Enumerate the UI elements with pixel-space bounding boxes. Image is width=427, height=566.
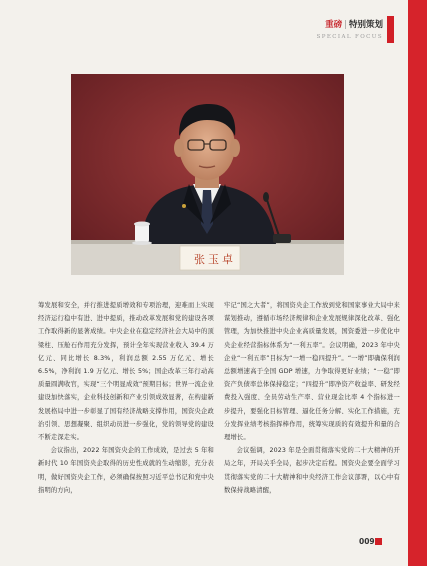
side-accent-strip <box>408 0 427 566</box>
body-paragraph: 会议指出，2022 年国资央企的工作成效，是过去 5 年和新时代 10 年国资央企取得的历史性成就的生动缩影，充分表明，做好国资央企工作，必须确保按照习近平总书记和党中央指明的方向， <box>38 447 214 494</box>
body-paragraph: 筹发展和安全，并行推进提质增效和专项治理，迎难而上实现经济运行稳中有进、进中提质，推动改革发展和党的建设各项工作取得新的显著成绩。中央企业在稳定经济社会大局中的顶梁柱、压舱石作用充分发挥，预计全年实现营业收入 39.4 万亿元、同比增长 8.3%，利润总额 2.55 万亿元、增长 6.5%，净利润 1.9 万亿元、增长 5%；国企改革三年行动高质量圆满收官，实现“三个明显成效”预期目标；世界一流企业建设加快落实，企业科技创新和产业引领成效显著，在构建新发展格局中进一步彰显了国有经济战略支撑作用，国资央企政治引领、思想凝聚、组织动员进一步强化，党的领导党的建设不断走深走实。 <box>38 302 214 442</box>
nameplate-name: 张玉卓 <box>194 253 236 266</box>
section-subtitle: SPECIAL FOCUS <box>316 33 383 40</box>
portrait-photo <box>71 74 344 275</box>
header-accent-bar <box>387 16 394 43</box>
body-column-left <box>38 299 214 497</box>
section-header-title <box>317 21 383 30</box>
section-separator: | <box>344 20 347 30</box>
portrait-illustration <box>71 74 344 275</box>
page-number-accent <box>375 538 382 545</box>
body-column-right <box>224 299 400 497</box>
body-paragraph: 牢记“国之大者”，将国资央企工作放到党和国家事业大局中来谋划推动，遵循市场经济规律和企业发展规律深化改革、强化管理，为加快推进中央企业高质量发展，国资委进一步优化中央企业经营指标体系为“一利五率”。会议明确，2023 年中央企业“一利五率”目标为“一增一稳四提升”。“一增”即确保利润总额增速高于全国 GDP 增速，力争取得更好业绩；“一稳”即资产负债率总体保持稳定；“四提升”即净资产收益率、研发经费投入强度、全员劳动生产率、营业现金比率 4 个指标进一步提升，要强化目标管理、逼化任务分解、实化工作措施，充分发挥业绩考核指挥棒作用，统筹实现质的有效提升和量的合理增长。 <box>224 302 400 442</box>
body-paragraph: 会议强调，2023 年是全面贯彻落实党的二十大精神的开局之年，开局关乎全局，起步决定后程。国资央企要全面学习贯彻落实党的二十大精神和中央经济工作会议部署，以心中有数保持战略清醒， <box>224 447 400 494</box>
section-label: 特别策划 <box>348 20 383 30</box>
section-label-red: 重磅 <box>325 20 343 30</box>
page-number: 009 <box>359 537 375 546</box>
section-header <box>317 21 383 40</box>
